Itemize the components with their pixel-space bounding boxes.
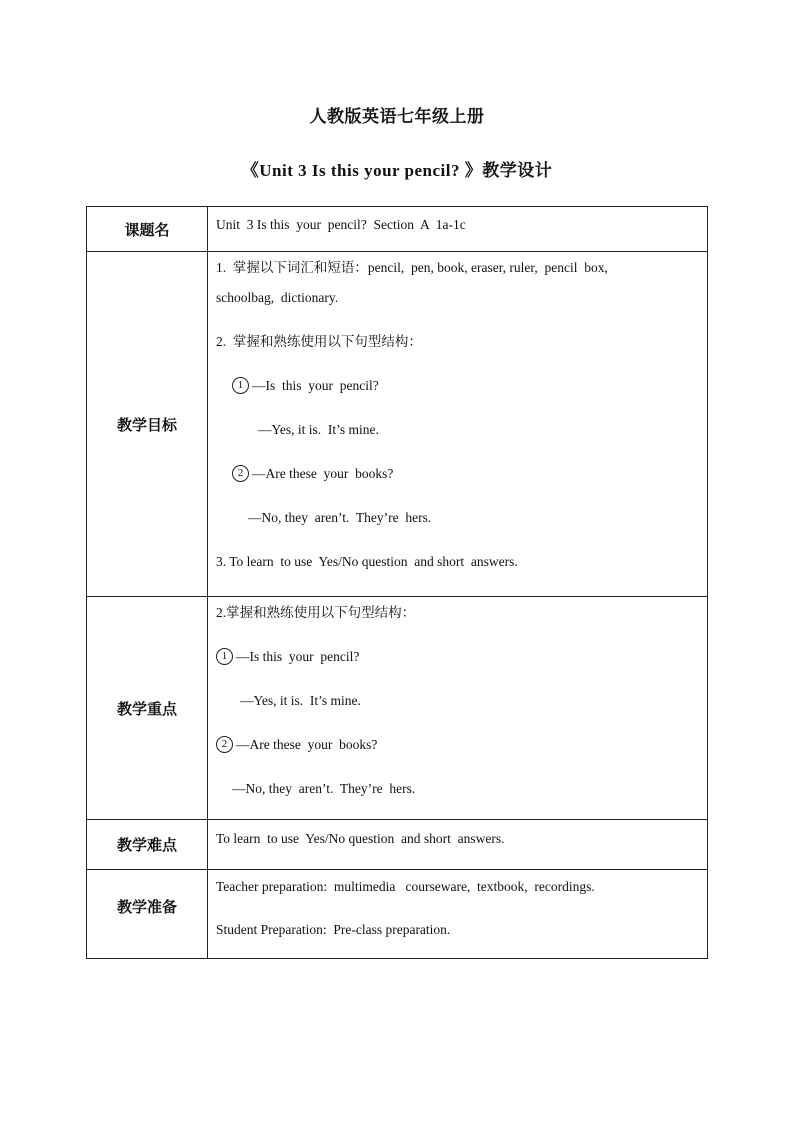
objectives-line-3: 2. 掌握和熟练使用以下句型结构： — [216, 334, 422, 349]
circled-number-2: 2 — [232, 465, 249, 482]
circled-number-2: 2 — [216, 736, 233, 753]
objectives-content — [208, 252, 708, 597]
preparation-line-1: Teacher preparation: multimedia courseware, textbook, recordings. — [216, 879, 595, 894]
lesson-plan-table — [86, 206, 708, 959]
circled-number-1: 1 — [216, 648, 233, 665]
objectives-item-2 — [216, 464, 699, 484]
row-objectives — [87, 252, 708, 597]
objectives-line-8: 3. To learn to use Yes/No question and short answers. — [216, 554, 518, 569]
document-subtitle: 《Unit 3 Is this your pencil? 》教学设计 — [241, 161, 553, 180]
row-difficulties — [87, 820, 708, 870]
row-topic — [87, 207, 708, 252]
key-points-line-1: 2.掌握和熟练使用以下句型结构： — [216, 605, 416, 620]
objectives-label: 教学目标 — [87, 252, 208, 597]
preparation-label: 教学准备 — [87, 870, 208, 959]
row-preparation — [87, 870, 708, 959]
circled-number-1: 1 — [232, 377, 249, 394]
topic-text: Unit 3 Is this your pencil? Section A 1a-1c — [216, 217, 466, 232]
topic-label: 课题名 — [87, 207, 208, 252]
difficulties-label: 教学难点 — [87, 820, 208, 870]
objectives-line-4: —Is this your pencil? — [252, 378, 379, 393]
objectives-line-6: —Are these your books? — [252, 466, 394, 481]
key-points-item-2 — [216, 735, 699, 755]
objectives-line-5: —Yes, it is. It’s mine. — [258, 422, 379, 437]
row-key-points — [87, 597, 708, 820]
key-points-label: 教学重点 — [87, 597, 208, 820]
key-points-line-2: —Is this your pencil? — [236, 649, 360, 664]
key-points-line-5: —No, they aren’t. They’re hers. — [232, 781, 416, 796]
key-points-item-1 — [216, 647, 699, 667]
document-title: 人教版英语七年级上册 — [309, 107, 485, 126]
key-points-line-4: —Are these your books? — [236, 737, 378, 752]
key-points-line-3: —Yes, it is. It’s mine. — [240, 693, 361, 708]
preparation-content — [208, 870, 708, 959]
objectives-line-2: schoolbag, dictionary. — [216, 290, 339, 305]
key-points-content — [208, 597, 708, 820]
objectives-item-1 — [216, 376, 699, 396]
topic-content — [208, 207, 708, 252]
objectives-line-7: —No, they aren’t. They’re hers. — [248, 510, 432, 525]
difficulties-text: To learn to use Yes/No question and short answers. — [216, 831, 505, 846]
objectives-line-1: 1. 掌握以下词汇和短语：pencil, pen, book, eraser, ruler, pencil box, — [216, 260, 608, 275]
preparation-line-2: Student Preparation: Pre-class preparation. — [216, 922, 451, 937]
difficulties-content — [208, 820, 708, 870]
